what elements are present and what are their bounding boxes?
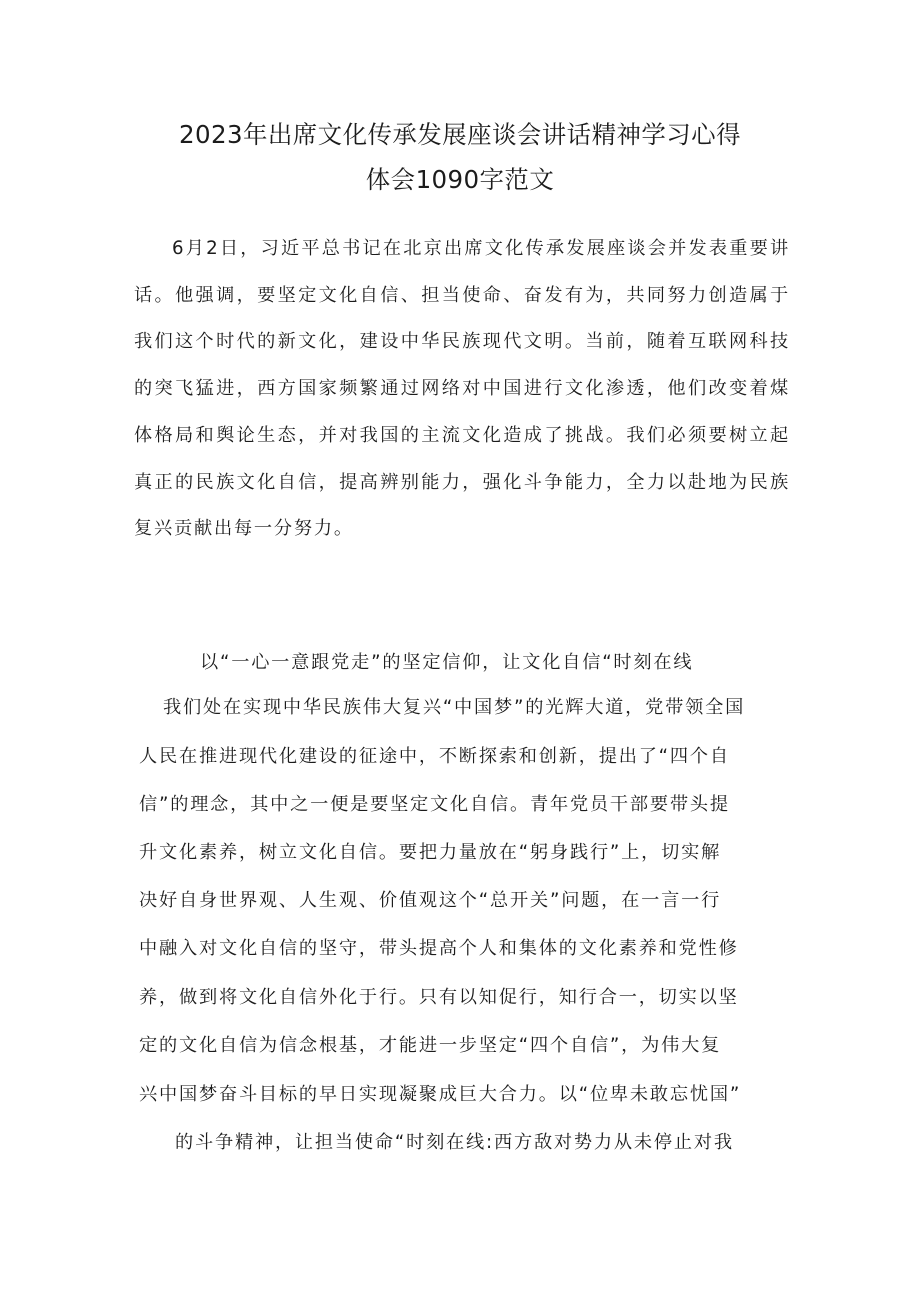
document-title	[100, 112, 820, 202]
section-line: 决好自身世界观、人生观、价值观这个“总开关”问题，在一言一行	[139, 890, 722, 911]
section-line: 养，做到将文化自信外化于行。只有以知促行，知行合一，切实以坚	[139, 987, 739, 1008]
section-line: 定的文化自信为信念根基，才能进一步坚定“四个自信”，为伟大复	[139, 1035, 722, 1056]
title-line-2: 体会1090字范文	[365, 165, 555, 194]
title-line-1: 2023年出席文化传承发展座谈会讲话精神学习心得	[179, 120, 741, 149]
section-line: 人民在推进现代化建设的征途中，不断探索和创新，提出了“四个自	[139, 746, 730, 767]
section-line: 兴中国梦奋斗目标的早日实现凝聚成巨大合力。以“位卑未敢忘忧国”	[139, 1084, 742, 1105]
intro-paragraph: 6月2日，习近平总书记在北京出席文化传承发展座谈会并发表重要讲话。他强调，要坚定文化自信、担当使命、奋发有为，共同努力创造属于我们这个时代的新文化，建设中华民族现代文明。当前，随着互联网科技的突飞猛进，西方国家频繁通过网络对中国进行文化渗透，他们改变着煤体格局和舆论生态，并对我国的主流文化造成了挑战。我们必须要树立起真正的民族文化自信，提高辨别能力，强化斗争能力，全力以赴地为民族复兴贡献出每一分努力。	[134, 238, 790, 540]
section-line: 升文化素养，树立文化自信。要把力量放在“躬身践行”上，切实解	[139, 842, 722, 863]
section-line: 信”的理念，其中之一便是要坚定文化自信。青年党员干部要带头提	[139, 794, 730, 815]
section-heading: 以“一心一意跟党走”的坚定信仰，让文化自信“时刻在线	[200, 652, 694, 673]
section-line: 的斗争精神，让担当使命“时刻在线:西方敌对势力从未停止对我	[175, 1132, 734, 1153]
section-line: 我们处在实现中华民族伟大复兴“中国梦”的光辉大道，党带领全国	[163, 697, 746, 718]
section-line: 中融入对文化自信的坚守，带头提高个人和集体的文化素养和党性修	[139, 938, 739, 959]
